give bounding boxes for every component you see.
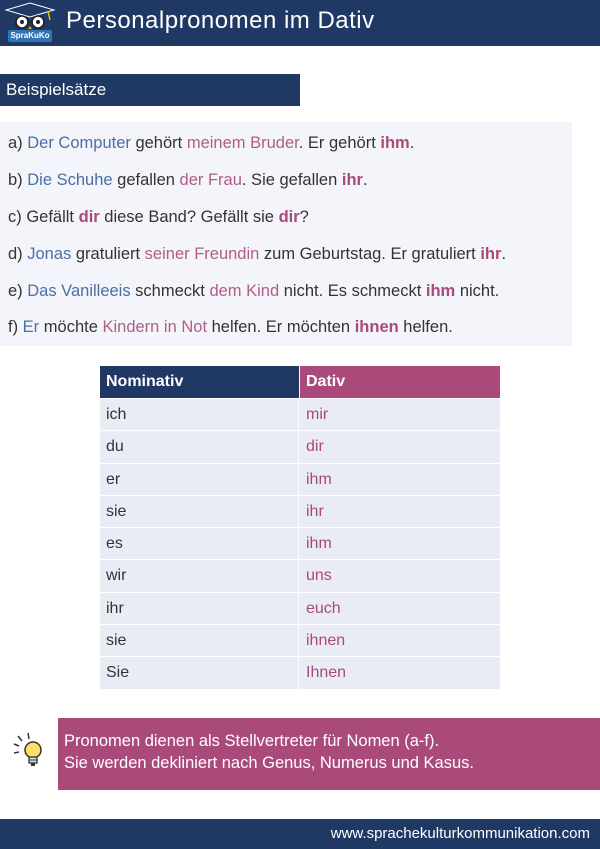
example-letter: b) <box>8 171 23 189</box>
info-note-box <box>58 718 600 790</box>
example-sentence-d <box>8 245 506 264</box>
pronoun-table <box>100 366 500 689</box>
page-title: Personalpronomen im Dativ <box>66 7 375 34</box>
dativ-cell: uns <box>306 567 332 585</box>
sentence-fragment: helfen. Er möchten <box>207 318 355 336</box>
column-header-nominativ: Nominativ <box>100 366 299 398</box>
sentence-fragment: Jonas <box>22 245 72 263</box>
nominativ-cell: sie <box>100 496 299 528</box>
sentence-fragment: Er <box>18 318 40 336</box>
sentence-fragment: Das Vanilleeis <box>22 282 131 300</box>
sentence-fragment: ihnen <box>354 318 399 336</box>
sentence-fragment: . <box>362 171 368 189</box>
table-row <box>100 624 500 656</box>
sentence-fragment: möchte <box>39 318 103 336</box>
logo <box>4 2 56 44</box>
header-bar <box>0 0 600 46</box>
dativ-cell: dir <box>306 438 324 456</box>
sentence-fragment: schmeckt <box>130 282 210 300</box>
section-heading-bar <box>0 74 300 106</box>
sentence-fragment: Der Computer <box>22 134 131 152</box>
owl-graduate-icon <box>4 2 56 32</box>
sentence-fragment: ihr <box>480 245 502 263</box>
nominativ-cell: es <box>100 528 299 560</box>
sentence-fragment: gefallen <box>112 171 180 189</box>
dativ-cell: ihm <box>306 470 332 488</box>
note-line-2: Sie werden dekliniert nach Genus, Numerus und Kasus. <box>64 754 474 772</box>
sentence-fragment: zum Geburtstag. Er gratuliert <box>259 245 481 263</box>
nominativ-cell: Sie <box>100 657 299 689</box>
nominativ-cell: ihr <box>100 593 299 625</box>
table-row <box>100 592 500 624</box>
dativ-cell: ihr <box>306 502 324 520</box>
sentence-fragment: der Frau <box>179 171 242 189</box>
table-row <box>100 398 500 430</box>
nominativ-cell: sie <box>100 625 299 657</box>
sentence-fragment: Kindern in Not <box>102 318 208 336</box>
footer-bar <box>0 819 600 849</box>
column-header-dativ: Dativ <box>300 366 500 398</box>
example-sentence-e <box>8 282 499 301</box>
example-letter: d) <box>8 245 23 263</box>
dativ-cell: mir <box>306 406 329 423</box>
sentence-fragment: . <box>501 245 507 263</box>
note-line-1: Pronomen dienen als Stellvertreter für Nomen (a-f). <box>64 732 440 750</box>
table-row <box>100 495 500 527</box>
nominativ-cell: wir <box>100 560 299 592</box>
sentence-fragment: dir <box>78 208 100 226</box>
dativ-cell: euch <box>306 599 341 617</box>
table-row <box>100 559 500 591</box>
nominativ-cell: er <box>100 464 299 496</box>
sentence-fragment: ihm <box>380 134 410 152</box>
example-letter: a) <box>8 134 23 152</box>
table-row <box>100 656 500 688</box>
sentence-fragment: Die Schuhe <box>22 171 113 189</box>
table-row <box>100 430 500 462</box>
sentence-fragment: gratuliert <box>71 245 145 263</box>
example-sentence-f <box>8 318 453 337</box>
nominativ-cell: ich <box>100 399 299 431</box>
sentence-fragment: nicht. <box>455 282 500 300</box>
sentence-fragment: gehört <box>130 134 187 152</box>
example-sentence-c <box>8 208 309 227</box>
table-row <box>100 527 500 559</box>
sentence-fragment: helfen. <box>398 318 453 336</box>
sentence-fragment: . Er gehört <box>298 134 381 152</box>
sentence-fragment: meinem Bruder <box>186 134 299 152</box>
logo-text: SpraKuKo <box>8 30 52 42</box>
example-letter: e) <box>8 282 23 300</box>
sentence-fragment: dem Kind <box>209 282 280 300</box>
sentence-fragment: ? <box>299 208 309 226</box>
sentence-fragment: . <box>409 134 415 152</box>
table-header-row <box>100 366 500 398</box>
example-letter: f) <box>8 318 19 336</box>
table-body <box>100 398 500 689</box>
dativ-cell: ihnen <box>306 632 346 650</box>
sentence-fragment: dir <box>278 208 300 226</box>
sentence-fragment: . Sie gefallen <box>241 171 342 189</box>
example-letter: c) <box>8 208 22 226</box>
example-sentences <box>0 122 572 346</box>
sentence-fragment: ihr <box>341 171 363 189</box>
section-title: Beispielsätze <box>6 80 107 99</box>
sentence-fragment: ihm <box>425 282 456 300</box>
table-row <box>100 463 500 495</box>
example-sentence-b <box>8 171 368 190</box>
sentence-fragment: diese Band? Gefällt sie <box>99 208 279 226</box>
nominativ-cell: du <box>100 431 299 463</box>
dativ-cell: Ihnen <box>306 664 347 682</box>
dativ-cell: ihm <box>306 535 332 553</box>
lightbulb-icon <box>12 732 48 770</box>
sentence-fragment: nicht. Es schmeckt <box>279 282 426 300</box>
website-link[interactable]: www.sprachekulturkommunikation.com <box>330 825 590 842</box>
sentence-fragment: seiner Freundin <box>144 245 260 263</box>
sentence-fragment: Gefällt <box>21 208 79 226</box>
example-sentence-a <box>8 134 414 153</box>
